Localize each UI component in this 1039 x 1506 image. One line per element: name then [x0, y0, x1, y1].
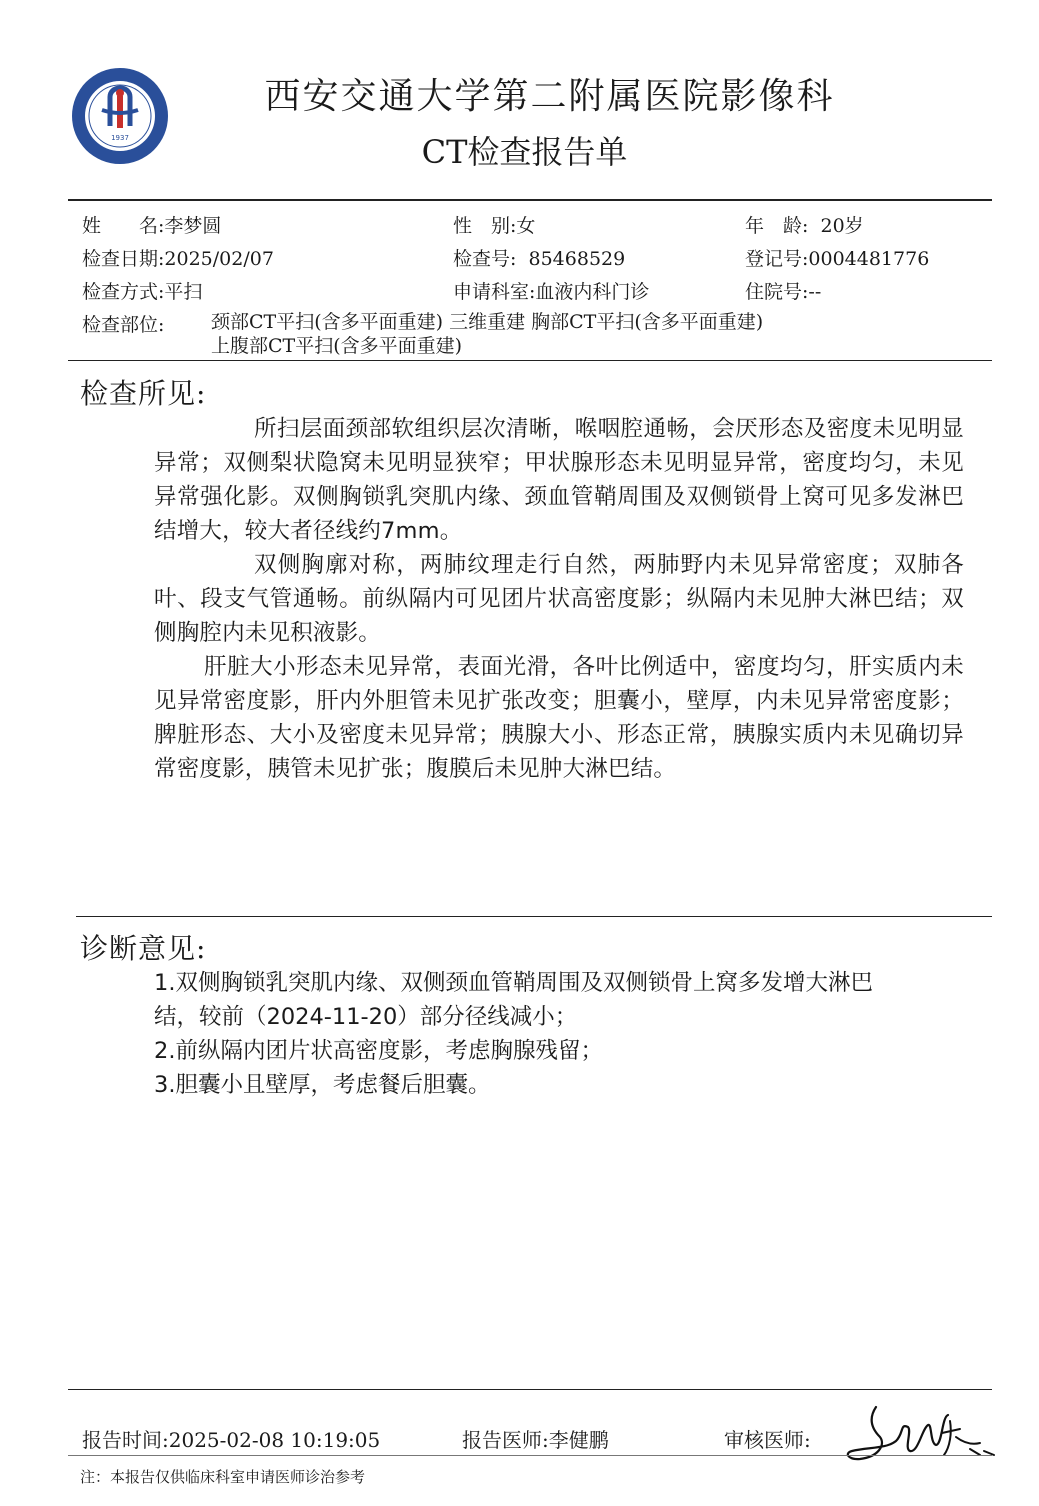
age-value: 20岁: [820, 215, 864, 237]
inpatient-label: 住院号:: [745, 281, 809, 303]
header-divider: [68, 199, 992, 201]
inpatient-value: --: [808, 281, 822, 303]
signature-underline: [68, 1455, 992, 1456]
diagnosis-body: [154, 966, 934, 1102]
findings-paragraph: 双侧胸廓对称，两肺纹理走行自然，两肺野内未见异常密度；双肺各叶、段支气管通畅。前纵隔内可见团片状高密度影；纵隔内未见肿大淋巴结；双侧胸腔内未见积液影。: [154, 552, 964, 646]
report-time-label: 报告时间:: [82, 1428, 169, 1452]
svg-text:1937: 1937: [111, 134, 129, 142]
method-label: 检查方式:: [82, 281, 165, 303]
reg-no-label: 登记号:: [745, 248, 809, 270]
findings-divider: [76, 916, 992, 917]
dept-label: 申请科室:: [453, 281, 536, 303]
doctor-value: 李健鹏: [548, 1428, 609, 1452]
reg-no-field: [745, 244, 929, 271]
sex-field: [453, 211, 535, 238]
diagnosis-item: 2.前纵隔内团片状高密度影，考虑胸腺残留；: [154, 1038, 603, 1064]
report-time-value: 2025-02-08 10:19:05: [168, 1428, 381, 1452]
exam-date-field: [82, 244, 274, 271]
diagnosis-item: 3.胆囊小且壁厚，考虑餐后胆囊。: [154, 1072, 491, 1098]
findings-paragraph: 肝脏大小形态未见异常，表面光滑，各叶比例适中，密度均匀，肝实质内未见异常密度影，肝内外胆管未见扩张改变；胆囊小，壁厚，内未见异常密度影；脾脏形态、大小及密度未见异常；胰腺大小、形态正常，胰腺实质内未见确切异常密度影，胰管未见扩张；腹膜后未见肿大淋巴结。: [154, 654, 964, 782]
doctor-label: 报告医师:: [462, 1428, 549, 1452]
exam-parts-line1: 颈部CT平扫(含多平面重建) 三维重建 胸部CT平扫(含多平面重建): [211, 311, 764, 333]
info-divider: [68, 360, 992, 361]
name-label: 姓 名:: [82, 215, 165, 237]
exam-parts-line2: 上腹部CT平扫(含多平面重建): [211, 335, 463, 357]
exam-no-value: 85468529: [528, 248, 626, 270]
reviewer-label: 审核医师:: [724, 1428, 811, 1452]
exam-parts-label: 检查部位:: [82, 314, 165, 336]
findings-heading: 检查所见:: [80, 377, 207, 410]
dept-value: 血液内科门诊: [535, 281, 650, 303]
findings-paragraph: 所扫层面颈部软组织层次清晰，喉咽腔通畅，会厌形态及密度未见明显异常；双侧梨状隐窝未见明显狭窄；甲状腺形态未见明显异常，密度均匀，未见异常强化影。双侧胸锁乳突肌内缘、颈血管鞘周围及双侧锁骨上窝可见多发淋巴结增大，较大者径线约7mm。: [154, 416, 964, 544]
diagnosis-item: 1.双侧胸锁乳突肌内缘、双侧颈血管鞘周围及双侧锁骨上窝多发增大淋巴结，较前（2024-11-20）部分径线减小；: [154, 970, 873, 1030]
reg-no-value: 0004481776: [808, 248, 930, 270]
name-field: [82, 211, 221, 238]
diagnosis-heading: 诊断意见:: [80, 932, 207, 965]
exam-no-field: [453, 244, 625, 271]
sex-value: 女: [516, 215, 536, 237]
sex-label: 性 别:: [453, 215, 517, 237]
method-value: 平扫: [164, 281, 203, 303]
age-field: [745, 211, 864, 238]
exam-no-label: 检查号:: [453, 248, 517, 270]
doctor-field: [462, 1424, 609, 1453]
report-title: CT检查报告单: [421, 133, 628, 171]
age-label: 年 龄:: [745, 215, 809, 237]
reviewer-signature-icon: [838, 1393, 998, 1473]
exam-date-value: 2025/02/07: [164, 248, 274, 270]
method-field: [82, 277, 202, 304]
dept-field: [453, 277, 649, 304]
footnote: 注：本报告仅供临床科室申请医师诊治参考: [80, 1468, 366, 1486]
exam-date-label: 检查日期:: [82, 248, 165, 270]
hospital-title: 西安交通大学第二附属医院影像科: [264, 76, 835, 117]
inpatient-field: [745, 277, 821, 304]
footer-divider: [68, 1389, 992, 1390]
report-time-field: [82, 1424, 380, 1453]
findings-body: [154, 412, 964, 786]
name-value: 李梦圆: [164, 215, 222, 237]
